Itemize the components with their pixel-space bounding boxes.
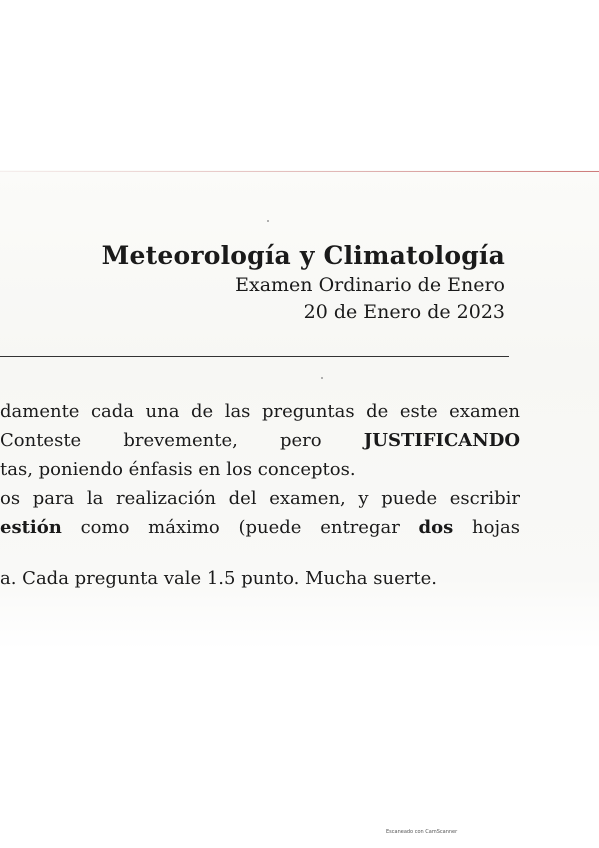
instruction-line-1: damente cada una de las preguntas de este examen — [0, 401, 520, 422]
instruction-line-2 — [0, 426, 520, 455]
document-title: Meteorología y Climatología — [101, 241, 505, 270]
instructions-block — [0, 397, 520, 593]
instruction-emphasis: estión — [0, 517, 62, 538]
page-top-edge — [0, 171, 599, 172]
instruction-text: como máximo (puede entregar — [61, 517, 419, 538]
instruction-emphasis: JUSTIFICANDO — [363, 430, 520, 451]
instruction-line-3: tas, poniendo énfasis en los conceptos. — [0, 459, 356, 480]
instruction-line-6: a. Cada pregunta vale 1.5 punto. Mucha suerte. — [0, 568, 437, 589]
instruction-emphasis: dos — [418, 517, 454, 538]
document-header — [102, 240, 505, 326]
instruction-line-5 — [0, 513, 520, 542]
scan-speck — [267, 220, 269, 222]
instruction-line-4: os para la realización del examen, y puede escribir — [0, 488, 520, 509]
header-divider — [0, 356, 509, 357]
instruction-text: Conteste brevemente, pero — [0, 430, 364, 451]
exam-name: Examen Ordinario de Enero — [235, 274, 505, 296]
scan-speck — [321, 377, 323, 379]
scanner-watermark: Escaneado con CamScanner — [386, 829, 458, 835]
exam-date: 20 de Enero de 2023 — [303, 301, 505, 323]
instruction-text: hojas — [453, 517, 520, 538]
